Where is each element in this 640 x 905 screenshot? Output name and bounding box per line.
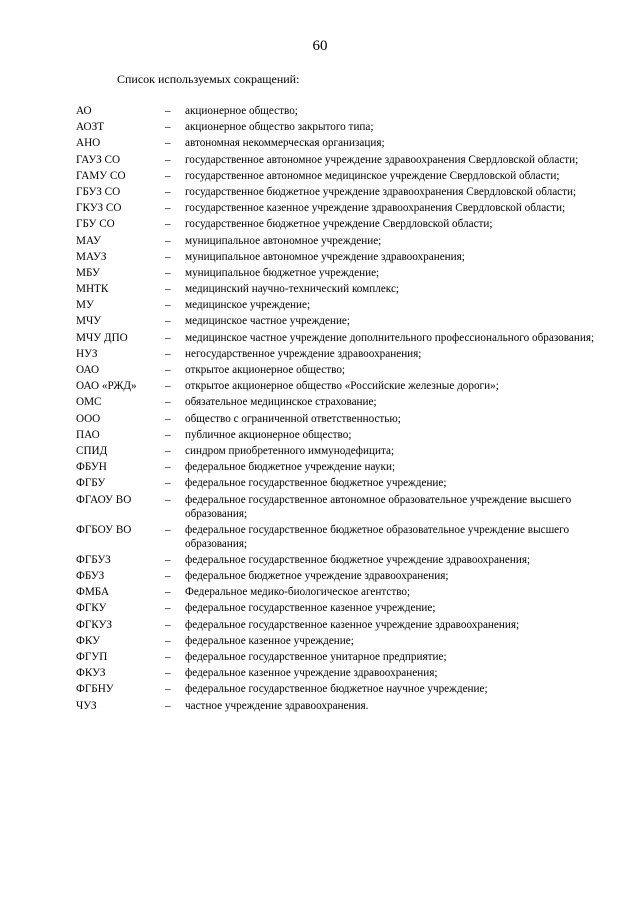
abbreviation-term: ФГБУ bbox=[76, 477, 106, 490]
abbreviation-definition: федеральное государственное унитарное предприятие; bbox=[185, 651, 447, 663]
abbreviation-row bbox=[76, 185, 616, 199]
abbreviation-dash: – bbox=[165, 121, 171, 134]
abbreviation-term: ГБУ СО bbox=[76, 218, 115, 231]
abbreviation-row bbox=[76, 266, 616, 280]
abbreviation-row bbox=[76, 379, 616, 393]
abbreviation-definition: федеральное казенное учреждение; bbox=[185, 634, 354, 647]
abbreviation-row bbox=[76, 553, 616, 567]
abbreviation-definition: автономная некоммерческая организация; bbox=[185, 137, 385, 150]
abbreviation-dash: – bbox=[165, 250, 171, 263]
abbreviation-row bbox=[76, 618, 616, 632]
list-title: Список используемых сокращений: bbox=[117, 72, 300, 86]
abbreviation-row bbox=[76, 331, 616, 345]
abbreviation-term: МАУЗ bbox=[76, 250, 107, 263]
abbreviation-dash: – bbox=[165, 185, 171, 198]
abbreviation-definition: негосударственное учреждение здравоохранения; bbox=[185, 347, 422, 360]
abbreviation-row bbox=[76, 153, 616, 167]
abbreviation-dash: – bbox=[165, 477, 171, 490]
abbreviation-row bbox=[76, 250, 616, 264]
abbreviation-term: ОАО bbox=[76, 364, 100, 376]
abbreviation-dash: – bbox=[165, 315, 171, 328]
abbreviation-term: ОАО «РЖД» bbox=[76, 380, 137, 393]
abbreviation-term: СПИД bbox=[76, 444, 108, 457]
abbreviation-definition: государственное бюджетное учреждение Свердловской области; bbox=[185, 218, 493, 231]
abbreviation-definition: федеральное казенное учреждение здравоохранения; bbox=[185, 667, 438, 680]
abbreviation-dash: – bbox=[165, 699, 171, 712]
abbreviation-dash: – bbox=[165, 266, 171, 279]
abbreviation-row bbox=[76, 298, 616, 312]
abbreviation-term: ФГБНУ bbox=[76, 683, 114, 696]
abbreviation-term: ФГБОУ ВО bbox=[76, 523, 132, 536]
abbreviation-definition: федеральное государственное бюджетное учреждение здравоохранения; bbox=[185, 553, 531, 566]
abbreviation-term: ЧУЗ bbox=[76, 699, 97, 712]
abbreviation-row bbox=[76, 523, 616, 551]
abbreviation-term: АНО bbox=[76, 137, 101, 150]
abbreviation-row bbox=[76, 169, 616, 183]
abbreviation-definition: публичное акционерное общество; bbox=[185, 428, 352, 441]
abbreviation-dash: – bbox=[165, 412, 171, 425]
abbreviation-term: АО bbox=[76, 105, 92, 117]
abbreviation-row bbox=[76, 460, 616, 474]
abbreviation-dash: – bbox=[165, 380, 171, 393]
abbreviation-dash: – bbox=[165, 523, 171, 536]
abbreviation-definition: частное учреждение здравоохранения. bbox=[185, 699, 369, 712]
abbreviation-term: НУЗ bbox=[76, 347, 98, 360]
abbreviation-definition: федеральное бюджетное учреждение здравоохранения; bbox=[185, 570, 449, 583]
abbreviation-dash: – bbox=[165, 331, 171, 344]
abbreviation-definition: государственное казенное учреждение здравоохранения Свердловской области; bbox=[185, 202, 566, 215]
abbreviation-dash: – bbox=[165, 570, 171, 583]
abbreviation-definition: государственное автономное учреждение здравоохранения Свердловской области; bbox=[185, 153, 579, 166]
abbreviation-dash: – bbox=[165, 634, 171, 647]
abbreviation-definition: муниципальное автономное учреждение здравоохранения; bbox=[185, 250, 465, 263]
abbreviation-dash: – bbox=[165, 153, 171, 166]
abbreviation-definition: медицинский научно-технический комплекс; bbox=[185, 283, 400, 296]
abbreviation-term: АОЗТ bbox=[76, 121, 105, 134]
abbreviation-row bbox=[76, 699, 616, 713]
abbreviation-dash: – bbox=[165, 299, 171, 312]
abbreviation-dash: – bbox=[165, 428, 171, 441]
abbreviation-definition: федеральное государственное бюджетное научное учреждение; bbox=[185, 683, 488, 696]
abbreviation-row bbox=[76, 314, 616, 328]
abbreviation-term: МУ bbox=[76, 299, 94, 312]
abbreviation-dash: – bbox=[165, 493, 171, 506]
abbreviation-dash: – bbox=[165, 667, 171, 680]
abbreviation-definition: общество с ограниченной ответственностью; bbox=[185, 412, 401, 425]
abbreviation-term: ФКУ bbox=[76, 634, 100, 647]
abbreviation-definition: акционерное общество; bbox=[185, 105, 298, 117]
abbreviation-term: ПАО bbox=[76, 428, 100, 441]
abbreviation-dash: – bbox=[165, 553, 171, 566]
abbreviation-dash: – bbox=[165, 364, 171, 376]
abbreviation-term: ГБУЗ СО bbox=[76, 185, 121, 198]
abbreviation-row bbox=[76, 120, 616, 134]
abbreviation-row bbox=[76, 444, 616, 458]
abbreviation-dash: – bbox=[165, 347, 171, 360]
abbreviation-dash: – bbox=[165, 169, 171, 182]
abbreviation-dash: – bbox=[165, 234, 171, 247]
abbreviation-term: ГКУЗ СО bbox=[76, 202, 122, 215]
abbreviation-definition: федеральное государственное автономное образовательное учреждение высшего образования; bbox=[185, 493, 572, 520]
abbreviation-row bbox=[76, 666, 616, 680]
abbreviation-row bbox=[76, 282, 616, 296]
abbreviation-row bbox=[76, 363, 616, 377]
abbreviation-row bbox=[76, 476, 616, 490]
abbreviation-definition: муниципальное бюджетное учреждение; bbox=[185, 266, 380, 279]
abbreviation-term: ФГУП bbox=[76, 651, 108, 663]
abbreviation-term: МНТК bbox=[76, 283, 109, 296]
abbreviation-dash: – bbox=[165, 586, 171, 599]
abbreviation-row bbox=[76, 569, 616, 583]
abbreviation-definition: федеральное государственное бюджетное учреждение; bbox=[185, 477, 447, 490]
abbreviation-definition: муниципальное автономное учреждение; bbox=[185, 234, 382, 247]
abbreviation-term: ГАМУ СО bbox=[76, 169, 126, 182]
abbreviation-term: ФКУЗ bbox=[76, 667, 106, 680]
abbreviation-definition: медицинское частное учреждение; bbox=[185, 315, 351, 328]
abbreviation-definition: Федеральное медико-биологическое агентство; bbox=[185, 586, 411, 599]
abbreviation-row bbox=[76, 347, 616, 361]
abbreviation-definition: синдром приобретенного иммунодефицита; bbox=[185, 444, 395, 457]
abbreviation-term: ГАУЗ СО bbox=[76, 153, 121, 166]
abbreviation-definition: открытое акционерное общество «Российские железные дороги»; bbox=[185, 380, 499, 393]
abbreviation-definition: медицинское учреждение; bbox=[185, 299, 311, 312]
abbreviation-term: ФГАОУ ВО bbox=[76, 493, 132, 506]
abbreviation-term: ФБУЗ bbox=[76, 570, 105, 583]
abbreviation-row bbox=[76, 234, 616, 248]
abbreviation-term: ООО bbox=[76, 412, 101, 425]
abbreviation-definition: федеральное государственное бюджетное образовательное учреждение высшего образования; bbox=[185, 523, 570, 550]
abbreviation-row bbox=[76, 682, 616, 696]
abbreviation-row bbox=[76, 585, 616, 599]
abbreviation-dash: – bbox=[165, 618, 171, 631]
abbreviation-row bbox=[76, 217, 616, 231]
abbreviation-term: ФМБА bbox=[76, 586, 110, 599]
abbreviation-definition: федеральное государственное казенное учреждение; bbox=[185, 602, 436, 615]
abbreviation-definition: акционерное общество закрытого типа; bbox=[185, 121, 374, 134]
abbreviation-row bbox=[76, 493, 616, 521]
abbreviation-dash: – bbox=[165, 218, 171, 231]
abbreviation-row bbox=[76, 395, 616, 409]
abbreviation-list bbox=[76, 104, 616, 715]
abbreviation-term: МЧУ bbox=[76, 315, 102, 328]
abbreviation-row bbox=[76, 601, 616, 615]
abbreviation-row bbox=[76, 428, 616, 442]
abbreviation-row bbox=[76, 650, 616, 664]
abbreviation-term: МБУ bbox=[76, 266, 100, 279]
abbreviation-dash: – bbox=[165, 602, 171, 615]
abbreviation-dash: – bbox=[165, 283, 171, 296]
abbreviation-row bbox=[76, 634, 616, 648]
abbreviation-row bbox=[76, 201, 616, 215]
abbreviation-term: ФГКУЗ bbox=[76, 618, 112, 631]
abbreviation-term: ФБУН bbox=[76, 461, 107, 474]
abbreviation-definition: медицинское частное учреждение дополнительного профессионального образования; bbox=[185, 331, 595, 344]
abbreviation-dash: – bbox=[165, 396, 171, 409]
page-number: 60 bbox=[312, 38, 328, 54]
abbreviation-row bbox=[76, 136, 616, 150]
abbreviation-definition: федеральное государственное казенное учреждение здравоохранения; bbox=[185, 618, 520, 631]
abbreviation-definition: открытое акционерное общество; bbox=[185, 364, 346, 376]
abbreviation-term: ФГКУ bbox=[76, 602, 107, 615]
abbreviation-dash: – bbox=[165, 202, 171, 215]
abbreviation-definition: обязательное медицинское страхование; bbox=[185, 396, 377, 409]
abbreviation-definition: государственное автономное медицинское учреждение Свердловской области; bbox=[185, 169, 560, 182]
abbreviation-term: ОМС bbox=[76, 396, 102, 409]
abbreviation-dash: – bbox=[165, 444, 171, 457]
abbreviation-definition: государственное бюджетное учреждение здравоохранения Свердловской области; bbox=[185, 185, 577, 198]
abbreviation-term: МАУ bbox=[76, 234, 101, 247]
abbreviation-row bbox=[76, 104, 616, 118]
abbreviation-dash: – bbox=[165, 137, 171, 150]
abbreviation-term: ФГБУЗ bbox=[76, 553, 111, 566]
abbreviation-row bbox=[76, 412, 616, 426]
abbreviation-dash: – bbox=[165, 105, 171, 117]
abbreviation-dash: – bbox=[165, 683, 171, 696]
abbreviation-definition: федеральное бюджетное учреждение науки; bbox=[185, 461, 396, 474]
abbreviation-dash: – bbox=[165, 461, 171, 474]
abbreviation-term: МЧУ ДПО bbox=[76, 331, 128, 344]
abbreviation-dash: – bbox=[165, 651, 171, 663]
